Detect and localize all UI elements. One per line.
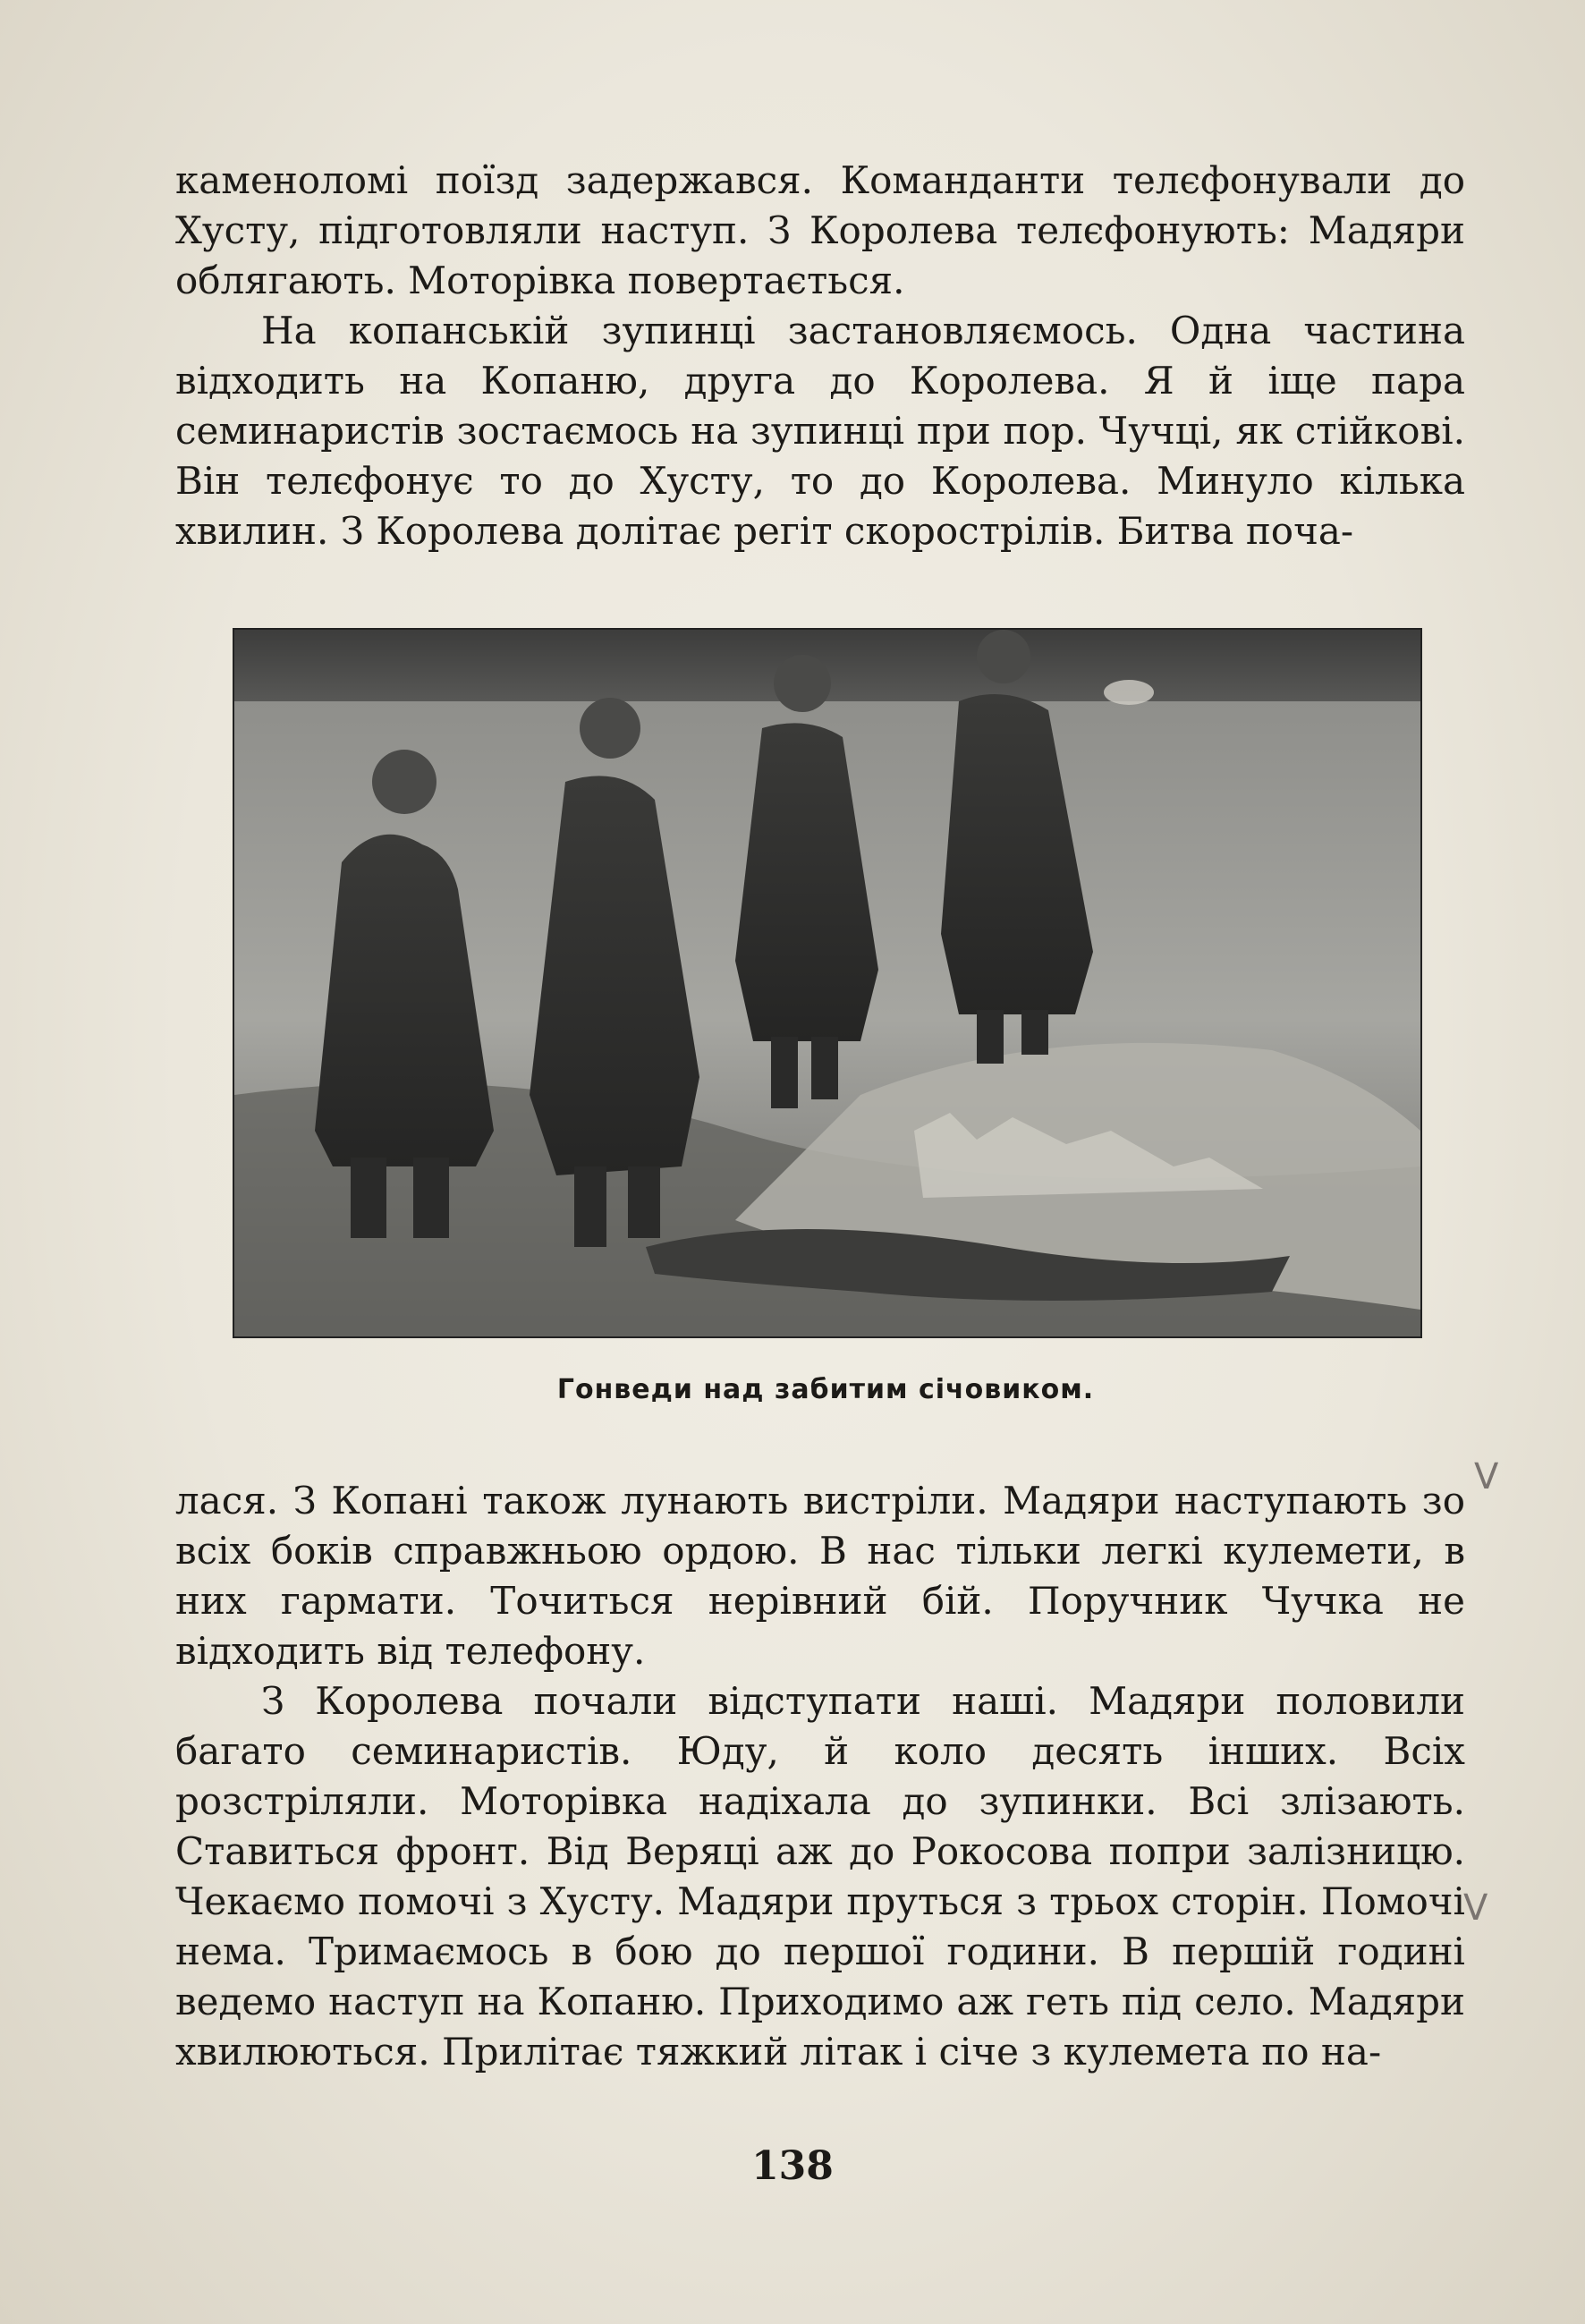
top-text-block xyxy=(175,156,1465,556)
paragraph-4: З Королева почали відступати наші. Мадяри половили багато семинаристів. Юду, й коло десять інших. Всіх розстріляли. Моторівка надіхала до зупинки. Всі злізають. Ставиться фронт. Від Веряці аж до Рокосова попри залізницю. Чекаємо помочі з Хусту. Мадяри пруться з трьох сторін. Помочі нема. Тримаємось в бою до першої години. В першій годині ведемо наступ на Копаню. Приходимо аж геть під село. Мадяри хвилюються. Прилітає тяжкий літак і січе з кулемета по на- xyxy=(175,1679,1465,2074)
paragraph-3: лася. З Копані також лунають вистріли. Мадяри наступають зо всіх боків справжньою ордою. В нас тільки легкі кулемети, в них гармати. Точиться нерівний бій. Поручник Чучка не відходить від телефону. xyxy=(175,1479,1465,1673)
paragraph-1: каменоломі поїзд задержався. Команданти телєфонували до Хусту, підготовляли наступ. З Королева телєфонують: Мадяри облягають. Моторівка повертається. xyxy=(175,158,1465,302)
photo-image xyxy=(234,630,1420,1336)
photograph-soldiers xyxy=(233,628,1422,1338)
margin-check-mark: V xyxy=(1463,1887,1488,1929)
bottom-text-block xyxy=(175,1476,1465,2077)
photo-caption: Гонведи над забитим січовиком. xyxy=(556,1374,1095,1405)
page-number: 138 xyxy=(751,2143,834,2189)
margin-check-mark: V xyxy=(1474,1456,1499,1497)
paragraph-2: На копанській зупинці застановляємось. Одна частина відходить на Копаню, друга до Королева. Я й іще пара семинаристів зостаємось на зупинці при пор. Чучці, як стійкові. Він телєфонує то до Хусту, то до Королева. Минуло кілька хвилин. З Королева долітає регіт скорострілів. Битва поча- xyxy=(175,309,1465,553)
